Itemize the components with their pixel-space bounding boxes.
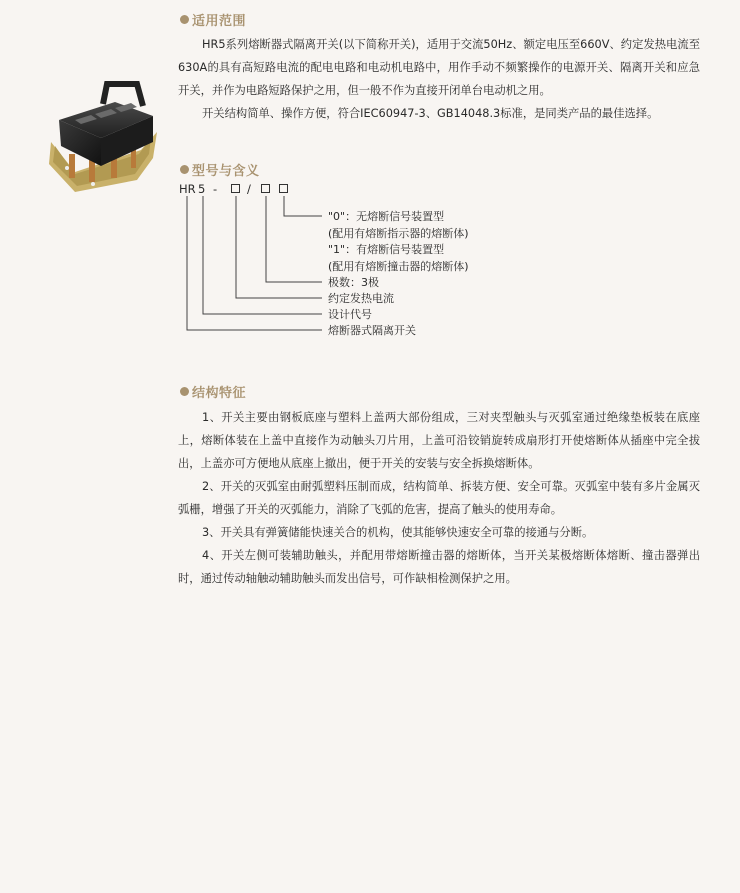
section-heading-structure xyxy=(180,382,246,401)
model-label-signal-0-note: (配用有熔断指示器的熔断体) xyxy=(328,227,469,240)
model-label-poles: 极数：3极 xyxy=(328,276,379,289)
heading-text: 结构特征 xyxy=(192,386,247,401)
bullet-icon xyxy=(180,387,189,396)
scope-paragraph-1: HR5系列熔断器式隔离开关(以下简称开关)，适用于交流50Hz、额定电压至660V、约定发热电流至630A的具有高短路电流的配电电路和电动机电路中，用作手动不频繁操作的电源开关、隔离开关和应急开关，并作为电路短路保护之用，但一般不作为直接开闭单台电动机之用。 xyxy=(178,38,700,97)
model-code-hr: HR xyxy=(179,182,196,196)
model-code-dash: - xyxy=(213,182,218,196)
structure-item-4: 4、开关左侧可装辅助触头，并配用带熔断撞击器的熔断体，当开关某极熔断体熔断、撞击器弹出时，通过传动轴触动辅助触头而发出信号，可作缺相检测保护之用。 xyxy=(178,549,700,585)
scope-paragraph-2: 开关结构简单、操作方便，符合IEC60947-3、GB14048.3标准，是同类产品的最佳选择。 xyxy=(202,107,659,120)
model-label-signal-1-note: (配用有熔断撞击器的熔断体) xyxy=(328,260,469,273)
model-label-product-type: 熔断器式隔离开关 xyxy=(328,324,416,337)
heading-text: 型号与含义 xyxy=(192,164,260,179)
structure-item-1: 1、开关主要由钢板底座与塑料上盖两大部份组成，三对夹型触头与灭弧室通过绝缘垫板装在底座上，熔断体装在上盖中直接作为动触头刀片用，上盖可沿铰销旋转成扇形打开使熔断体从插座中完全拔出，上盖亦可方便地从底座上撤出，便于开关的安装与安全拆换熔断体。 xyxy=(178,411,700,470)
section-heading-model xyxy=(180,160,260,179)
model-code-box-current xyxy=(231,184,240,193)
structure-item-3: 3、开关具有弹簧储能快速关合的机构，使其能够快速安全可靠的接通与分断。 xyxy=(202,526,594,539)
model-label-design-code: 设计代号 xyxy=(328,308,372,321)
bullet-icon xyxy=(180,165,189,174)
model-code-slash: / xyxy=(247,182,251,196)
model-label-current: 约定发热电流 xyxy=(328,292,394,305)
model-code-box-signal xyxy=(279,184,288,193)
model-label-signal-0: "0"：无熔断信号装置型 xyxy=(328,210,445,223)
section-heading-scope xyxy=(180,10,246,29)
structure-item-2: 2、开关的灭弧室由耐弧塑料压制而成，结构简单、拆装方便、安全可靠。灭弧室中装有多片金属灭弧栅，增强了开关的灭弧能力，消除了飞弧的危害，提高了触头的使用寿命。 xyxy=(178,480,700,516)
bullet-icon xyxy=(180,15,189,24)
model-code-box-poles xyxy=(261,184,270,193)
product-image xyxy=(45,80,163,198)
model-label-signal-1: "1"：有熔断信号装置型 xyxy=(328,243,445,256)
heading-text: 适用范围 xyxy=(192,14,247,29)
model-code-5: 5 xyxy=(198,182,206,196)
